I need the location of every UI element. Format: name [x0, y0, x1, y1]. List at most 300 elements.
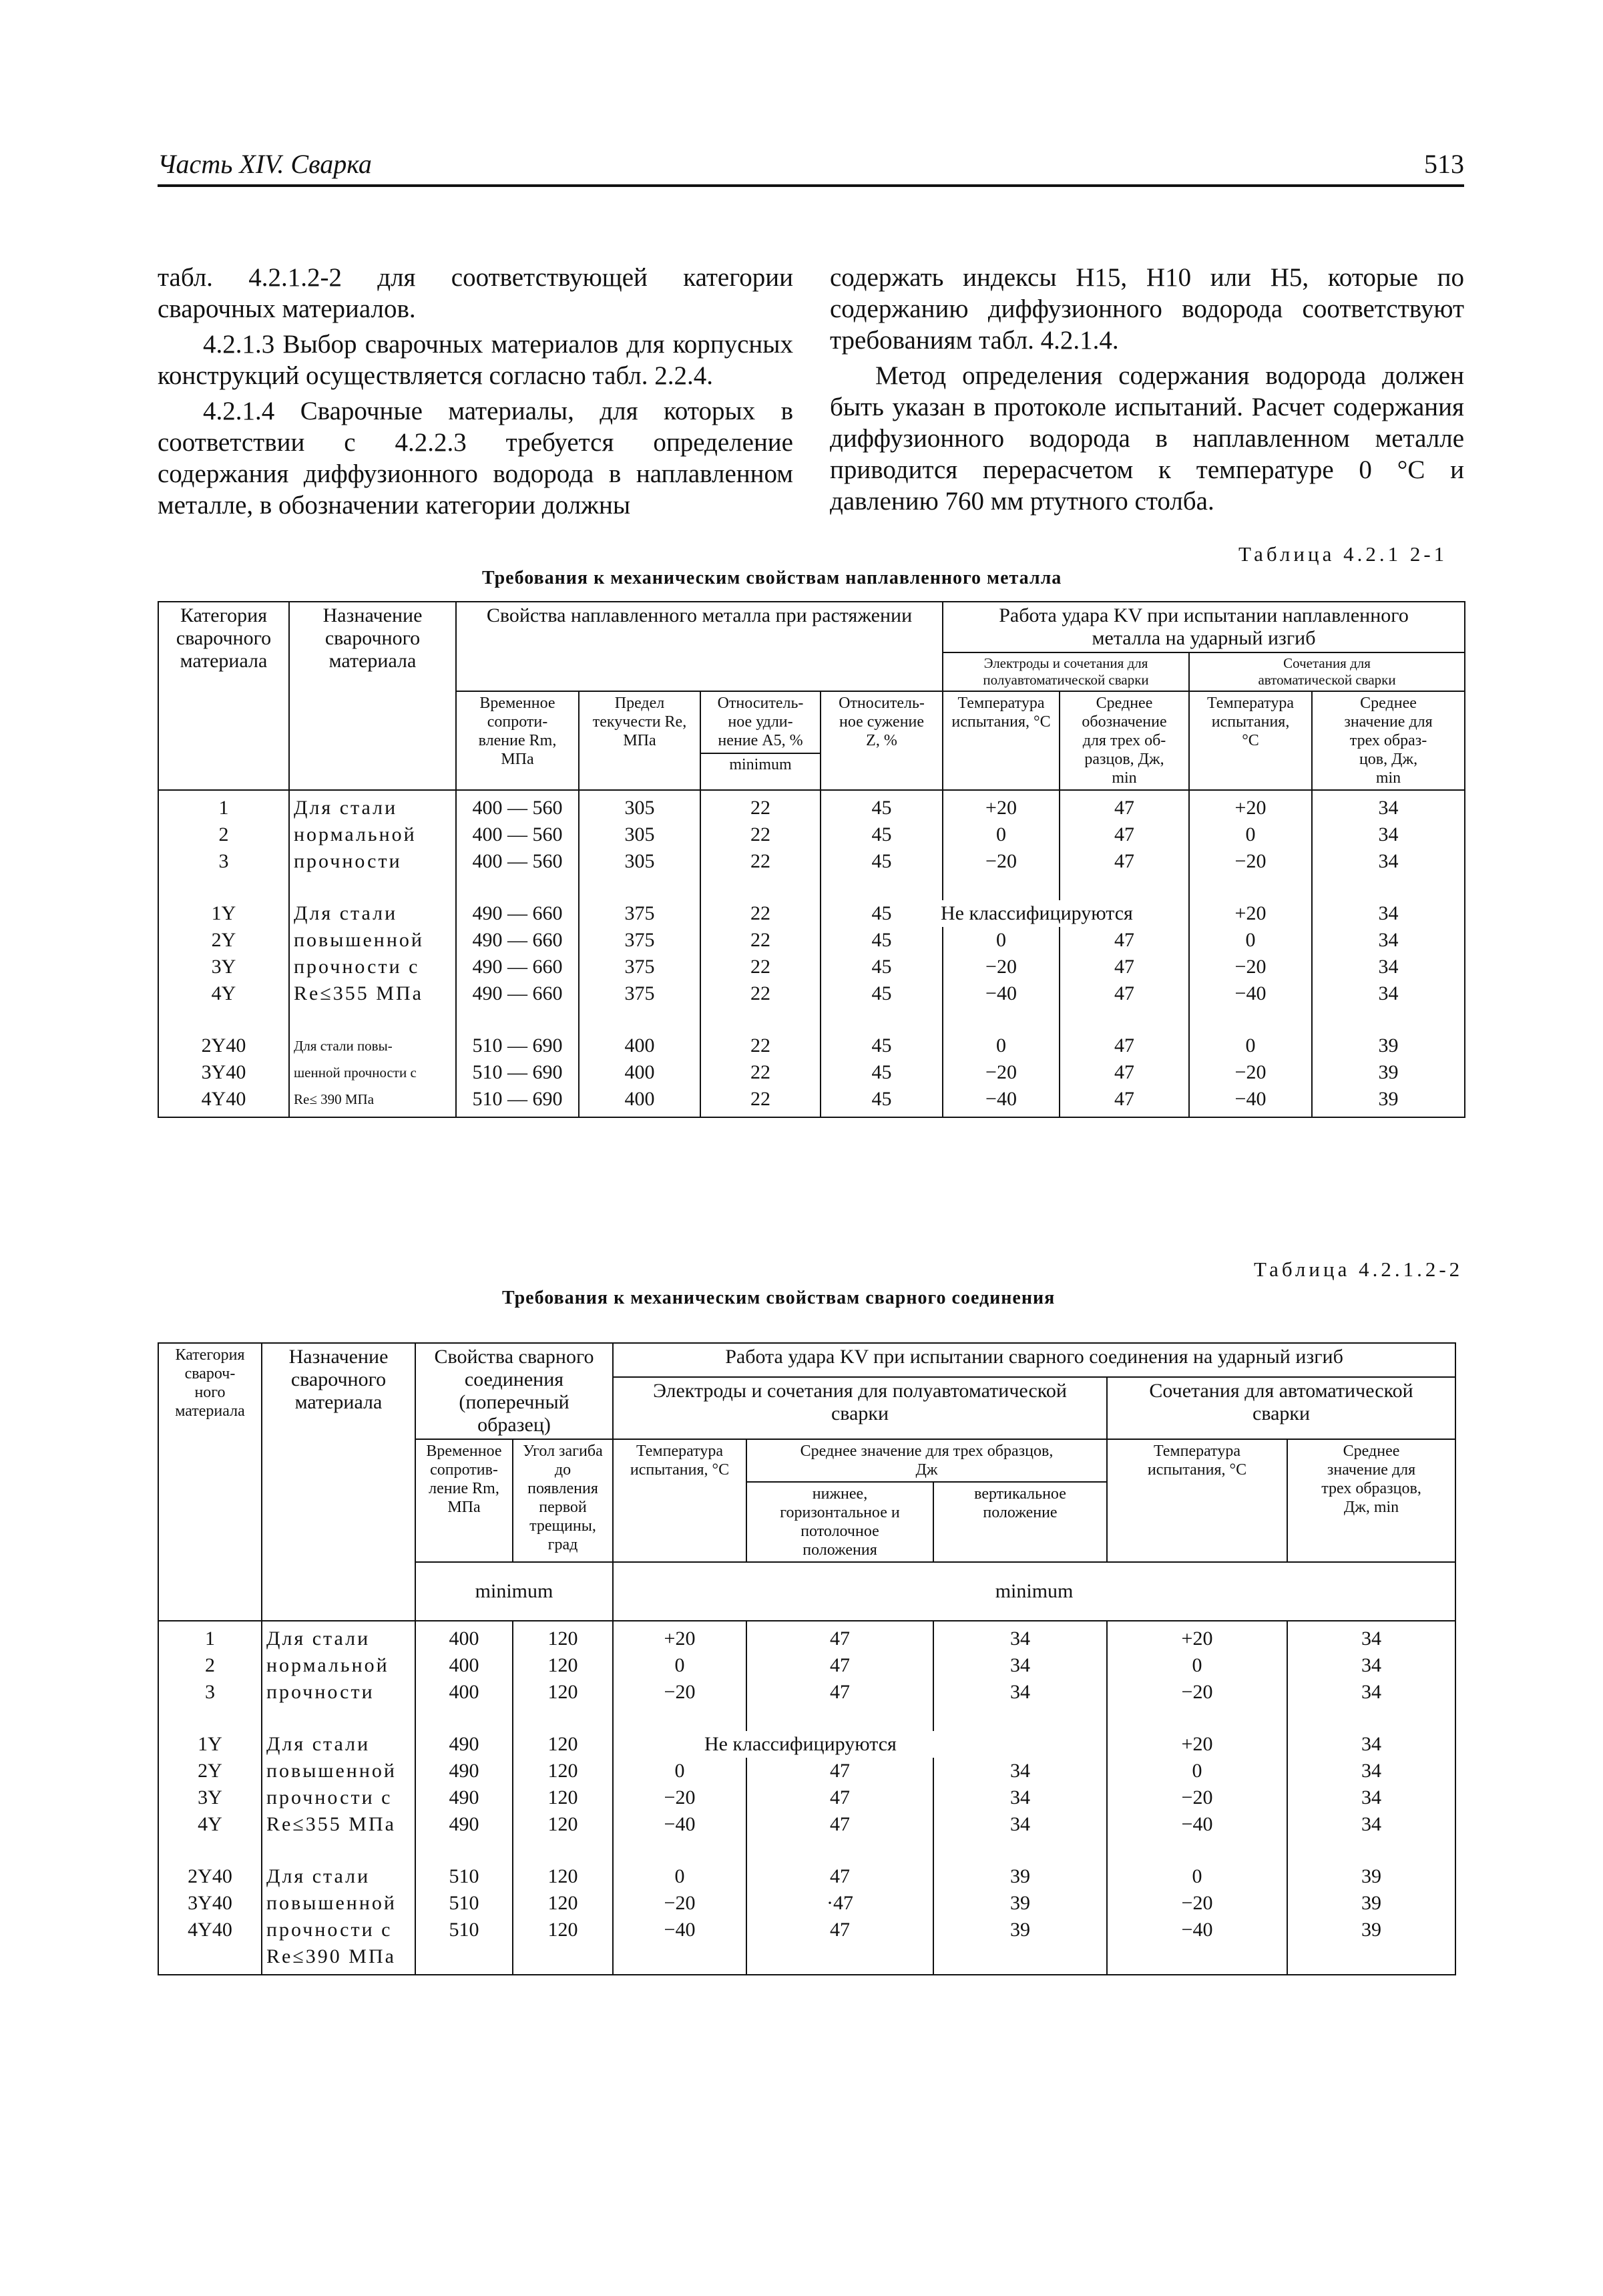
cell-value: 4Y40	[188, 1919, 232, 1941]
header-line: Угол загиба	[523, 1443, 603, 1460]
data-cell	[158, 790, 289, 1117]
header-rule	[158, 184, 1464, 187]
header-line: сопроти-	[487, 713, 548, 731]
header-line: Температура	[1207, 695, 1294, 712]
purpose-line: повышенной	[266, 1760, 397, 1782]
purpose-line: Для стали	[294, 902, 398, 924]
cell-value: 4Y	[198, 1813, 222, 1835]
row-gap	[705, 875, 816, 900]
data-cell	[415, 1621, 513, 1975]
row-gap	[461, 875, 574, 900]
header-minimum: minimum	[701, 753, 820, 774]
header-line: Температура	[636, 1443, 723, 1460]
not-classified: Не классифицируются	[704, 1731, 945, 1758]
table-row	[158, 1621, 1455, 1975]
header-line: трех образцов,	[1321, 1480, 1421, 1497]
header-line: ное сужение	[839, 713, 925, 731]
cell-value: 2Y	[198, 1760, 222, 1782]
cell-value: 34	[1361, 1654, 1382, 1676]
cell-value: 4Y	[211, 982, 236, 1004]
cell-value: 34	[1010, 1654, 1030, 1676]
cell-value: 3Y40	[188, 1892, 232, 1914]
header-line: автоматической сварки	[1258, 672, 1396, 688]
cell-value: 400	[449, 1654, 479, 1676]
header-line: горизонтальное и	[780, 1504, 900, 1521]
cell-value: 0	[1245, 1034, 1256, 1057]
row-gap	[294, 875, 451, 900]
header-line: появления	[527, 1480, 598, 1497]
header-line: Работа удара KV при испытании наплавленного	[999, 604, 1409, 626]
row-gap	[266, 1706, 411, 1731]
cell-value: 120	[547, 1681, 578, 1703]
cell-value: 490 — 660	[472, 902, 563, 924]
cell-value: 22	[750, 1088, 770, 1110]
cell-value: 3Y	[211, 956, 236, 978]
header-line: ное удли-	[728, 713, 793, 731]
header-line: сварочного	[176, 627, 272, 649]
header-semi-auto	[613, 1377, 1107, 1439]
header-line: до	[554, 1461, 571, 1479]
header-line: град	[547, 1536, 578, 1553]
cell-value: 34	[1378, 823, 1399, 845]
cell-value: 510 — 690	[472, 1088, 563, 1110]
cell-value: 22	[750, 929, 770, 951]
paragraph: Метод определения содержания водорода должен быть указан в протоколе испытаний. Расчет содержания диффузионного водорода в наплавленном металле приводится перерасчетом к температуре 0 °С и давлению 760 мм ртутного столба.	[830, 361, 1464, 516]
cell-value: 2Y	[211, 929, 236, 951]
cell-value: 45	[871, 982, 892, 1004]
header-purpose	[262, 1343, 415, 1621]
page-number: 513	[1424, 149, 1464, 179]
table-2-body	[158, 1621, 1455, 1975]
header-minimum-right: minimum	[613, 1562, 1455, 1621]
table-row	[158, 790, 1465, 1117]
header-line: Предел	[614, 695, 665, 712]
purpose-line: нормальной	[266, 1654, 389, 1676]
cell-value: 2Y40	[188, 1865, 232, 1887]
row-gap	[163, 875, 284, 900]
text-column-right	[830, 262, 1464, 521]
header-line: испытания, °С	[1147, 1461, 1247, 1479]
cell-value: 47	[830, 1654, 850, 1676]
cell-value: 39	[1378, 1034, 1399, 1057]
row-gap	[751, 1838, 929, 1863]
cell-value: 400	[449, 1681, 479, 1703]
cell-value: 375	[624, 902, 655, 924]
row-gap	[584, 875, 696, 900]
cell-value: 34	[1010, 1786, 1030, 1808]
data-cell	[821, 790, 943, 1117]
data-cell	[262, 1621, 415, 1975]
cell-value: 34	[1361, 1786, 1382, 1808]
purpose-line: Для стали повы-	[294, 1038, 393, 1054]
row-gap	[1194, 875, 1307, 900]
header-line: обозначение	[1082, 713, 1167, 731]
header-line: МПа	[447, 1499, 481, 1516]
row-gap	[618, 1706, 742, 1731]
paragraph: табл. 4.2.1.2-2 для соответствующей категории сварочных материалов.	[158, 263, 793, 323]
header-line: образец)	[477, 1414, 551, 1436]
cell-value: 39	[1378, 1061, 1399, 1083]
cell-value: 0	[674, 1865, 685, 1887]
cell-value: 47	[1114, 797, 1135, 819]
purpose-line: Re≤390 МПа	[266, 1945, 396, 1967]
header-flat	[746, 1482, 933, 1562]
cell-value: −20	[664, 1681, 696, 1703]
header-line: ление Rm,	[429, 1480, 499, 1497]
cell-value: 47	[830, 1919, 850, 1941]
purpose-line: повышенной	[294, 929, 424, 951]
cell-value: −40	[1181, 1813, 1213, 1835]
header-line: Среднее	[1343, 1443, 1400, 1460]
cell-value: 39	[1010, 1865, 1030, 1887]
cell-value: 34	[1378, 797, 1399, 819]
data-cell	[579, 790, 700, 1117]
purpose-line: Re≤355 МПа	[266, 1813, 396, 1835]
cell-value: −20	[985, 850, 1017, 872]
cell-value: 3Y	[198, 1786, 222, 1808]
header-line: Температура	[957, 695, 1045, 712]
header-line: Среднее	[1360, 695, 1417, 712]
header-line: вертикальное	[974, 1485, 1066, 1503]
cell-value: 47	[1114, 1034, 1135, 1057]
data-cell	[1107, 1621, 1287, 1975]
row-gap	[1292, 1706, 1451, 1731]
header-line: Электроды и сочетания для полуавтоматической	[653, 1380, 1067, 1402]
row-gap	[517, 1706, 608, 1731]
header-category	[158, 1343, 262, 1621]
cell-value: 22	[750, 797, 770, 819]
table-welded-joint-properties	[158, 1342, 1456, 1975]
cell-value: 0	[1245, 929, 1256, 951]
header-line: трещины,	[529, 1517, 596, 1535]
cell-value: 375	[624, 982, 655, 1004]
header-vertical	[933, 1482, 1107, 1562]
header-line: трех образ-	[1349, 732, 1427, 749]
cell-value: 39	[1361, 1892, 1382, 1914]
cell-value: 0	[1192, 1865, 1202, 1887]
cell-value: 45	[871, 1088, 892, 1110]
cell-value: +20	[1234, 797, 1267, 819]
cell-value: −40	[1234, 982, 1267, 1004]
row-gap	[825, 875, 938, 900]
cell-value: 47	[830, 1786, 850, 1808]
cell-value: 47	[830, 1813, 850, 1835]
cell-value: 47	[830, 1760, 850, 1782]
header-bend	[513, 1439, 613, 1562]
table-2-number: Таблица 4.2.1.2-2	[1254, 1258, 1463, 1281]
cell-value: +20	[1234, 902, 1267, 924]
header-line: текучести Re,	[592, 713, 687, 731]
cell-value: 2	[218, 823, 229, 845]
cell-value: 120	[547, 1919, 578, 1941]
row-gap	[938, 1706, 1102, 1731]
table-1-body	[158, 790, 1465, 1117]
cell-value: 400	[624, 1061, 655, 1083]
row-gap	[1292, 1838, 1451, 1863]
data-cell	[700, 790, 821, 1117]
cell-value: −20	[985, 956, 1017, 978]
row-gap	[618, 1838, 742, 1863]
header-joint	[415, 1343, 613, 1439]
header-a5	[700, 691, 821, 790]
header-semi-auto	[943, 652, 1189, 691]
row-gap	[947, 875, 1055, 900]
header-line: материала	[175, 1402, 245, 1420]
header-temp	[613, 1439, 746, 1562]
cell-value: 0	[1245, 823, 1256, 845]
cell-value: 0	[674, 1654, 685, 1676]
cell-value: 34	[1378, 956, 1399, 978]
cell-value: 45	[871, 797, 892, 819]
cell-value: 45	[871, 956, 892, 978]
header-line: МПа	[623, 732, 656, 749]
cell-value: 305	[624, 850, 655, 872]
cell-value: 47	[1114, 1088, 1135, 1110]
row-gap	[461, 1007, 574, 1032]
cell-value: 120	[547, 1733, 578, 1755]
cell-value: −40	[985, 1088, 1017, 1110]
cell-value: 39	[1361, 1919, 1382, 1941]
data-cell	[746, 1621, 933, 1975]
cell-value: 34	[1378, 850, 1399, 872]
header-temp	[943, 691, 1060, 790]
row-gap	[1112, 1706, 1283, 1731]
header-tensile: Свойства наплавленного металла при растяжении	[456, 602, 943, 691]
cell-value: 490 — 660	[472, 982, 563, 1004]
purpose-line: прочности с	[266, 1786, 393, 1808]
cell-value: 400	[624, 1088, 655, 1110]
purpose-line: прочности с	[266, 1919, 393, 1941]
paragraph: содержать индексы Н15, Н10 или Н5, которые по содержанию диффузионного водорода соответствуют требованиям табл. 4.2.1.4.	[830, 263, 1464, 355]
cell-value: 0	[674, 1760, 685, 1782]
header-auto-avg	[1312, 691, 1465, 790]
header-line: испытания,	[1211, 713, 1290, 731]
cell-value: 120	[547, 1813, 578, 1835]
header-impact: Работа удара KV при испытании сварного соединения на ударный изгиб	[613, 1343, 1455, 1377]
cell-value: 34	[1361, 1813, 1382, 1835]
row-gap	[1064, 1007, 1184, 1032]
cell-value: 1Y	[211, 902, 236, 924]
purpose-line: прочности с	[294, 956, 420, 978]
header-line: Назначение	[288, 1346, 389, 1368]
header-line: сварочного	[290, 1368, 387, 1390]
header-line: Свойства сварного	[434, 1346, 594, 1368]
cell-value: 47	[830, 1681, 850, 1703]
header-line: Категория	[180, 604, 267, 626]
cell-value: −20	[1234, 956, 1267, 978]
cell-value: 510	[449, 1919, 479, 1941]
cell-value: 34	[1010, 1813, 1030, 1835]
cell-value: 400 — 560	[472, 797, 563, 819]
purpose-line: нормальной	[294, 823, 417, 845]
header-line: металла на ударный изгиб	[1092, 627, 1316, 649]
cell-value: −40	[1181, 1919, 1213, 1941]
row-gap	[705, 1007, 816, 1032]
table-2-title: Требования к механическим свойствам сварного соединения	[502, 1288, 1056, 1308]
header-avg3	[1060, 691, 1189, 790]
header-line: Среднее значение для трех образцов,	[800, 1443, 1054, 1460]
header-rm	[415, 1439, 513, 1562]
row-gap	[420, 1838, 508, 1863]
cell-value: 47	[830, 1865, 850, 1887]
cell-value: 305	[624, 797, 655, 819]
header-line: вление Rm,	[478, 732, 557, 749]
cell-value: 22	[750, 982, 770, 1004]
cell-value: 39	[1010, 1919, 1030, 1941]
header-line: материала	[180, 650, 268, 672]
cell-value: 0	[1192, 1760, 1202, 1782]
cell-value: 34	[1010, 1681, 1030, 1703]
cell-value: 39	[1378, 1088, 1399, 1110]
cell-value: 120	[547, 1760, 578, 1782]
cell-value: +20	[985, 797, 1017, 819]
cell-value: −40	[664, 1919, 696, 1941]
cell-value: 120	[547, 1892, 578, 1914]
cell-value: 1	[205, 1628, 215, 1650]
cell-value: 3	[218, 850, 229, 872]
cell-value: 34	[1378, 982, 1399, 1004]
header-line: Категория	[175, 1346, 245, 1364]
row-gap	[294, 1007, 451, 1032]
cell-value: 2Y40	[201, 1034, 246, 1057]
row-gap	[163, 1706, 257, 1731]
header-line: нижнее,	[812, 1485, 868, 1503]
purpose-line: прочности	[294, 850, 402, 872]
cell-value: 1	[218, 797, 229, 819]
cell-value: −40	[1234, 1088, 1267, 1110]
cell-value: 490 — 660	[472, 956, 563, 978]
cell-value: 510 — 690	[472, 1061, 563, 1083]
data-cell	[513, 1621, 613, 1975]
cell-value: ·47	[827, 1892, 853, 1914]
cell-value: 39	[1361, 1865, 1382, 1887]
header-auto-temp	[1189, 691, 1312, 790]
cell-value: 1Y	[198, 1733, 222, 1755]
cell-value: 34	[1361, 1733, 1382, 1755]
cell-value: 3Y40	[201, 1061, 246, 1083]
purpose-line: Для стали	[266, 1733, 371, 1755]
cell-value: 22	[750, 823, 770, 845]
cell-value: 34	[1361, 1681, 1382, 1703]
row-gap	[1317, 1007, 1460, 1032]
header-line: min	[1375, 769, 1401, 787]
cell-value: 22	[750, 956, 770, 978]
header-minimum-left: minimum	[415, 1562, 613, 1621]
header-line: сварки	[831, 1402, 889, 1425]
data-cell	[1312, 790, 1465, 1117]
cell-value: 45	[871, 929, 892, 951]
purpose-line: повышенной	[266, 1892, 397, 1914]
cell-value: 490 — 660	[472, 929, 563, 951]
header-line: МПа	[501, 751, 534, 768]
header-z	[821, 691, 943, 790]
cell-value: 34	[1378, 929, 1399, 951]
cell-value: −20	[1181, 1681, 1213, 1703]
header-category	[158, 602, 289, 790]
cell-value: 45	[871, 1034, 892, 1057]
cell-value: 45	[871, 823, 892, 845]
cell-value: 400 — 560	[472, 850, 563, 872]
header-auto	[1107, 1377, 1455, 1439]
header-line: Дж	[915, 1461, 938, 1479]
row-gap	[825, 1007, 938, 1032]
header-line: Временное	[479, 695, 555, 712]
cell-value: 22	[750, 1034, 770, 1057]
empty	[938, 1731, 1102, 1758]
cell-value: −20	[1181, 1892, 1213, 1914]
header-line: сопротив-	[430, 1461, 498, 1479]
header-line: материала	[294, 1391, 383, 1413]
header-line: испытания, °С	[630, 1461, 730, 1479]
not-classified: Не классифицируются	[941, 900, 1181, 927]
header-line: Сочетания для автоматической	[1149, 1380, 1413, 1402]
cell-value: 375	[624, 956, 655, 978]
paragraph-4-2-1-3: 4.2.1.3 Выбор сварочных материалов для корпусных конструкций осуществляется согласно табл. 2.2.4.	[158, 330, 793, 390]
cell-value: 47	[1114, 956, 1135, 978]
cell-value: 22	[750, 850, 770, 872]
cell-value: 22	[750, 902, 770, 924]
cell-value: 120	[547, 1786, 578, 1808]
cell-value: 510	[449, 1865, 479, 1887]
cell-value: 490	[449, 1786, 479, 1808]
cell-value: 45	[871, 1061, 892, 1083]
cell-value: 34	[1361, 1760, 1382, 1782]
header-rm	[456, 691, 579, 790]
data-cell	[456, 790, 579, 1117]
header-impact	[943, 602, 1465, 652]
cell-value: −20	[664, 1786, 696, 1808]
row-gap	[163, 1838, 257, 1863]
cell-value: 490	[449, 1733, 479, 1755]
header-line: сварочного	[324, 627, 421, 649]
header-line: потолочное	[800, 1523, 879, 1540]
header-line: для трех об-	[1082, 732, 1166, 749]
cell-value: 2	[205, 1654, 215, 1676]
cell-value: 47	[1114, 823, 1135, 845]
cell-value: 47	[1114, 1061, 1135, 1083]
data-cell	[1189, 790, 1312, 1117]
cell-value: 400 — 560	[472, 823, 563, 845]
cell-value: 400	[624, 1034, 655, 1057]
cell-value: 490	[449, 1760, 479, 1782]
header-line: полуавтоматической сварки	[983, 672, 1149, 688]
cell-value: 4Y40	[201, 1088, 246, 1110]
purpose-line: Re≤ 390 МПа	[294, 1091, 375, 1107]
table-1-number: Таблица 4.2.1 2-1	[1238, 542, 1448, 566]
purpose-line: шенной прочности с	[294, 1065, 417, 1081]
cell-value: −20	[1234, 850, 1267, 872]
cell-value: 34	[1010, 1760, 1030, 1782]
cell-value: 0	[1192, 1654, 1202, 1676]
cell-value: 375	[624, 929, 655, 951]
cell-value: +20	[664, 1628, 696, 1650]
cell-value: 305	[624, 823, 655, 845]
cell-value: +20	[1181, 1733, 1213, 1755]
header-line: Дж, min	[1343, 1499, 1399, 1516]
header-line: Z, %	[866, 732, 897, 749]
data-cell	[1287, 1621, 1455, 1975]
purpose-line: Для стали	[294, 797, 398, 819]
row-gap	[1112, 1838, 1283, 1863]
row-gap	[163, 1007, 284, 1032]
cell-value: −20	[1181, 1786, 1213, 1808]
cell-value: −40	[985, 982, 1017, 1004]
header-line: разцов, Дж,	[1084, 751, 1164, 768]
header-line: соединения	[464, 1368, 564, 1390]
header-auto-avg	[1287, 1439, 1455, 1562]
row-gap	[947, 1007, 1055, 1032]
header-line: первой	[539, 1499, 587, 1516]
